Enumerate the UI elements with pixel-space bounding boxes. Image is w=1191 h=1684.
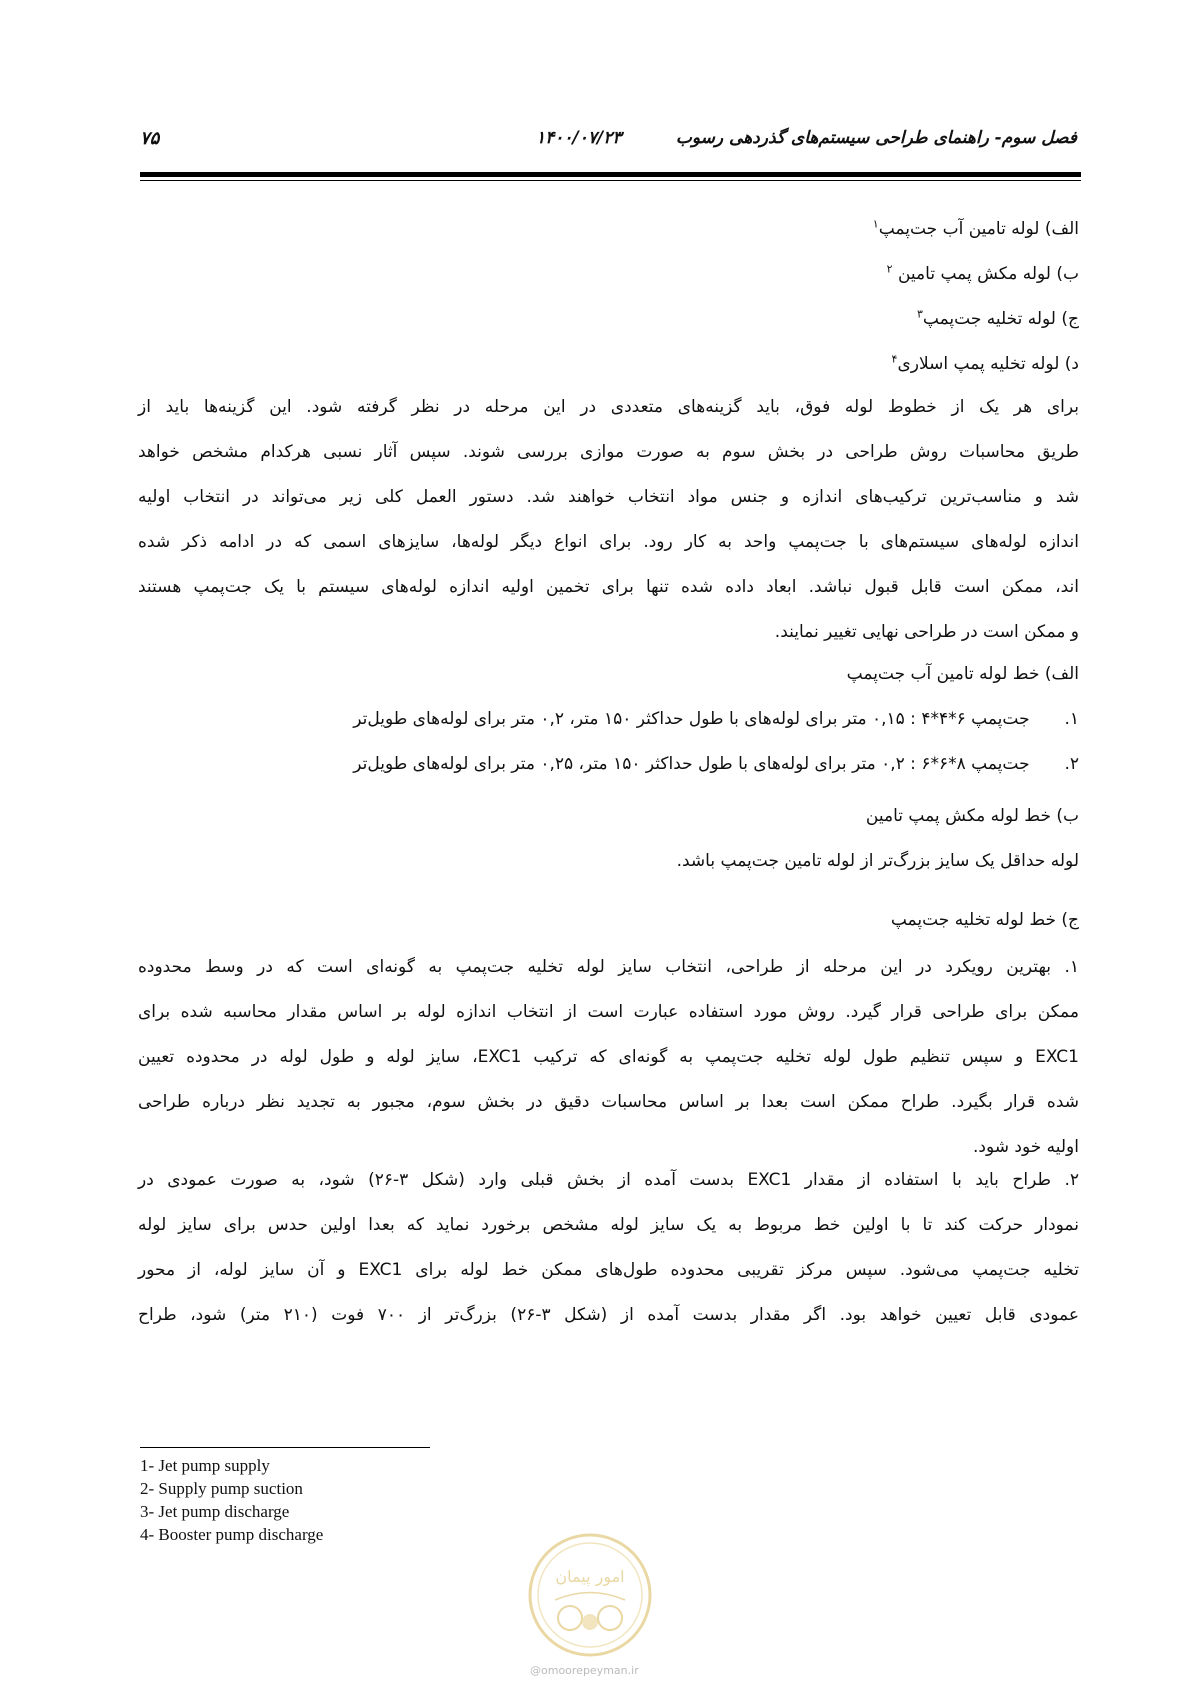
section-c-item-1: ۱. بهترین رویکرد در این مرحله از طراحی، انتخاب سایز لوله تخلیه جت‌پمپ به گونه‌ای است که در وسط محدوده ممکن برای طراحی قرار گیرد. روش مورد استفاده عبارت است از انتخاب اندازه لوله بر اساس مقدار محاسبه شده برای EXC1 و سپس تنظیم طول لوله تخلیه جت‌پمپ به گونه‌ای که ترکیب EXC1، سایز لوله و طول لوله در محدوده تعیین شده قرار بگیرد. طراح ممکن است بعدا بر اساس محاسبات دقیق در بخش سوم، مجبور به تجدید نظر درباره طراحی اولیه خود شود. (138, 957, 1079, 1157)
list-item: ۱. جت‌پمپ ۶*۴*۴ : ۰,۱۵ متر برای لوله‌های با طول حداکثر ۱۵۰ متر، ۰,۲ متر برای لوله‌های طویل‌تر (353, 709, 1079, 729)
list-item: د) لوله تخلیه پمپ اسلاری$^۴$ (891, 352, 1079, 374)
footnote-marker: ۴ (891, 352, 898, 366)
section-c-item-2: ۲. طراح باید با استفاده از مقدار EXC1 بدست آمده از بخش قبلی وارد (شکل ۳-۲۶) شود، به صورت عمودی در نمودار حرکت کند تا با اولین خط مربوط به یک سایز لوله مشخص برخورد نماید که بعدا اولین حدس برای سایز لوله تخلیه جت‌پمپ می‌شود. سپس مرکز تقریبی محدوده طول‌های ممکن خط لوله برای EXC1 و آن سایز لوله، از محور عمودی قابل تعیین خواهد بود. اگر مقدار بدست آمده از (شکل ۳-۲۶) بزرگ‌تر از ۷۰۰ فوت (۲۱۰ متر) شود، طراح (138, 1170, 1079, 1325)
svg-text:امور پیمان: امور پیمان (555, 1567, 625, 1586)
pipe-lines-list (679, 207, 1079, 387)
section-heading: الف) خط لوله تامین آب جت‌پمپ (846, 664, 1079, 684)
watermark-url: @omoorepeyman.ir (530, 1664, 639, 1677)
section-heading: ج) خط لوله تخلیه جت‌پمپ (890, 910, 1079, 930)
footnote: 3- Jet pump discharge (140, 1502, 290, 1521)
footnote: 1- Jet pump supply (140, 1456, 270, 1475)
header-rule-thick (140, 172, 1081, 177)
list-item: ب) لوله مکش پمپ تامین $^۲$ (886, 262, 1079, 284)
footnote-rule (140, 1447, 430, 1448)
footnote: 2- Supply pump suction (140, 1479, 303, 1498)
list-item: الف) لوله تامین آب جت‌پمپ$^۱$ (872, 217, 1079, 239)
footnote-marker: ۲ (886, 262, 893, 276)
footnotes (140, 1454, 323, 1546)
section-text: لوله حداقل یک سایز بزرگ‌تر از لوله تامین جت‌پمپ باشد. (676, 851, 1079, 871)
footnote-marker: ۱ (872, 217, 879, 231)
header-date: ۱۴۰۰/۰۷/۲۳ (536, 128, 622, 148)
section-b (138, 794, 1079, 884)
header-rule-thin (140, 180, 1081, 181)
footnote-marker: ۳ (916, 307, 923, 321)
list-item: ۲. جت‌پمپ ۸*۶*۶ : ۰,۲ متر برای لوله‌های با طول حداکثر ۱۵۰ متر، ۰,۲۵ متر برای لوله‌های طویل‌تر (353, 754, 1079, 774)
section-a (138, 652, 1079, 787)
section-c (138, 898, 1079, 943)
footnote: 4- Booster pump discharge (140, 1525, 324, 1544)
section-heading: ب) خط لوله مکش پمپ تامین (865, 806, 1079, 826)
page-number: ۷۵ (140, 128, 160, 149)
watermark-logo (525, 1530, 655, 1660)
paragraph-intro: برای هر یک از خطوط لوله فوق، باید گزینه‌های متعددی در این مرحله در نظر گرفته شود. این گزینه‌ها باید از طریق محاسبات روش طراحی در بخش سوم به صورت موازی بررسی شوند. سپس آثار نسبی هرکدام مشخص خواهد شد و مناسب‌ترین ترکیب‌های اندازه و جنس مواد انتخاب خواهند شد. دستور العمل کلی زیر می‌تواند در انتخاب اولیه اندازه لوله‌های سیستم‌های با جت‌پمپ واحد به کار رود. برای انواع دیگر لوله‌ها، سایزهای اسمی که در ادامه ذکر شده اند، ممکن است قابل قبول نباشد. ابعاد داده شده تنها برای تخمین اولیه اندازه لوله‌های سیستم با یک جت‌پمپ هستند و ممکن است در طراحی نهایی تغییر نمایند. (138, 397, 1079, 642)
chapter-title: فصل سوم- راهنمای طراحی سیستم‌های گذردهی رسوب (675, 128, 1077, 148)
list-item: ج) لوله تخلیه جت‌پمپ$^۳$ (916, 307, 1079, 329)
